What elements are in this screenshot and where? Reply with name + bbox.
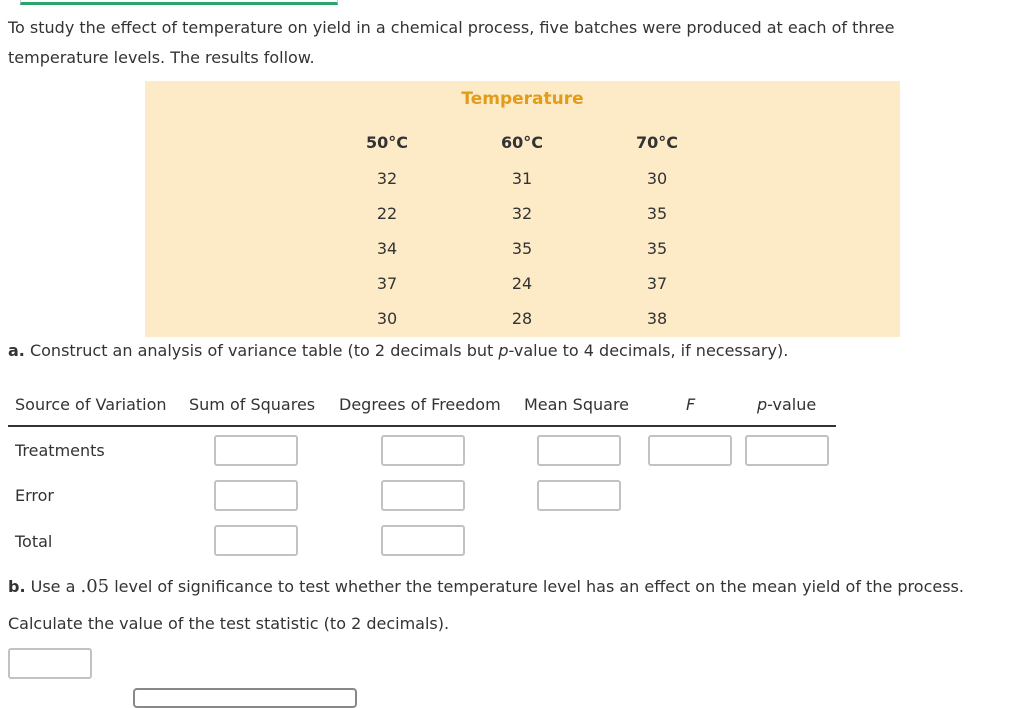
data-cell: 22 <box>376 204 398 223</box>
data-cell: 32 <box>511 204 533 223</box>
data-cell: 34 <box>376 239 398 258</box>
header-sum-of-squares: Sum of Squares <box>189 395 316 414</box>
part-b-text: Use a <box>25 577 81 596</box>
next-answer-dropdown[interactable] <box>133 688 357 708</box>
data-cell: 35 <box>646 239 668 258</box>
temperature-data-panel <box>145 81 900 337</box>
tab-indicator <box>20 0 338 5</box>
problem-intro: To study the effect of temperature on yield in a chemical process, five batches were produced at each of three temperature levels. The results follow. <box>8 18 895 67</box>
total-df-input[interactable] <box>381 525 465 556</box>
error-ms-input[interactable] <box>537 480 621 511</box>
part-a-p-italic: p <box>498 341 509 360</box>
temperature-group-header: Temperature <box>461 89 584 109</box>
row-label-total: Total <box>15 532 53 551</box>
data-cell: 30 <box>376 309 398 328</box>
data-cell: 35 <box>646 204 668 223</box>
column-header-60c: 60°C <box>500 133 543 152</box>
header-source-of-variation: Source of Variation <box>15 395 167 414</box>
error-df-input[interactable] <box>381 480 465 511</box>
total-ss-input[interactable] <box>214 525 298 556</box>
data-cell: 35 <box>511 239 533 258</box>
treatments-ss-input[interactable] <box>214 435 298 466</box>
header-degrees-of-freedom: Degrees of Freedom <box>339 395 501 414</box>
header-p-value <box>757 395 816 414</box>
data-cell: 37 <box>376 274 398 293</box>
data-cell: 28 <box>511 309 533 328</box>
significance-level: .05 <box>80 576 110 597</box>
part-b-label: b. <box>8 577 26 596</box>
part-b-question <box>8 576 964 597</box>
data-cell: 31 <box>511 169 533 188</box>
part-a-text-end: -value to 4 decimals, if necessary). <box>508 341 789 360</box>
column-header-50c: 50°C <box>365 133 408 152</box>
row-label-treatments: Treatments <box>15 441 105 460</box>
part-a-question <box>8 341 788 360</box>
header-f: F <box>686 395 696 414</box>
data-cell: 30 <box>646 169 668 188</box>
treatments-f-input[interactable] <box>648 435 732 466</box>
treatments-ms-input[interactable] <box>537 435 621 466</box>
header-rule <box>8 425 836 427</box>
row-label-error: Error <box>15 486 54 505</box>
data-cell: 37 <box>646 274 668 293</box>
part-a-label: a. <box>8 341 25 360</box>
data-cell: 38 <box>646 309 668 328</box>
data-cell: 24 <box>511 274 533 293</box>
part-a-text: Construct an analysis of variance table (to 2 decimals but <box>24 341 499 360</box>
test-statistic-prompt: Calculate the value of the test statistic (to 2 decimals). <box>8 614 450 633</box>
header-p-italic: p <box>757 395 768 414</box>
treatments-df-input[interactable] <box>381 435 465 466</box>
header-mean-square: Mean Square <box>524 395 630 414</box>
part-b-text-end: level of significance to test whether the temperature level has an effect on the mean yield of the process. <box>109 577 964 596</box>
data-cell: 32 <box>376 169 398 188</box>
column-header-70c: 70°C <box>635 133 678 152</box>
test-statistic-input[interactable] <box>8 648 92 679</box>
treatments-p-value-input[interactable] <box>745 435 829 466</box>
error-ss-input[interactable] <box>214 480 298 511</box>
header-p-rest: -value <box>767 395 817 414</box>
